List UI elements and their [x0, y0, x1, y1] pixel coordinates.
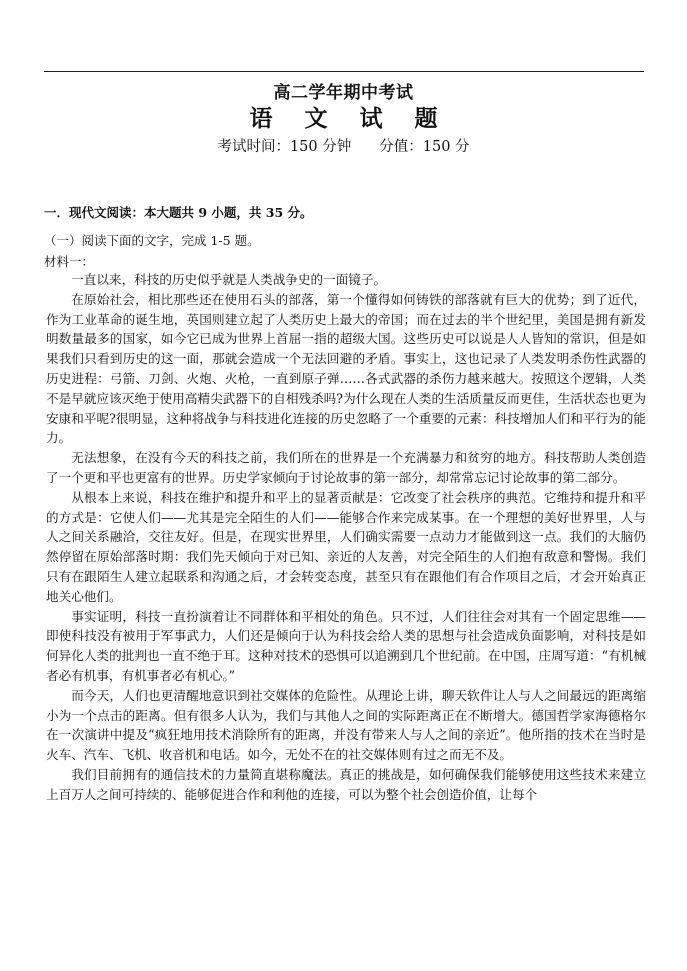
section-heading: 一．现代文阅读：本大题共 9 小题，共 35 分。 — [44, 205, 313, 220]
sub-instruction: （一）阅读下面的文字，完成 1-5 题。 — [44, 233, 260, 248]
paragraph: 而今天，人们也更清醒地意识到社交媒体的危险性。从理论上讲，聊天软件让人与人之间最远的距离缩小为一个点击的距离。但有很多人认为，我们与其他人之间的实际距离正在不断增大。德国哲学家海德格尔在一次演讲中提及“疯狂地用技术消除所有的距离，并没有带来人与人之间的亲近”。他所指的技术在当时是火车、汽车、飞机、收音机和电话。如今，无处不在的社交媒体则有过之而无不及。 — [46, 687, 646, 763]
header-rule — [44, 71, 644, 72]
passage-body — [46, 270, 646, 805]
paragraph: 事实证明，科技一直扮演着让不同群体和平相处的角色。只不过，人们往往会对其有一个固定思维——即使科技没有被用于军事武力，人们还是倾向于认为科技会给人类的思想与社会造成负面影响，对科技是如何异化人类的批判也一直不绝于耳。这种对技术的恐惧可以追溯到几个世纪前。在中国，庄周写道：“有机械者必有机事，有机事者必有机心。” — [46, 608, 646, 683]
exam-score: 分值：150 分 — [379, 139, 470, 155]
paragraph: 一直以来，科技的历史似乎就是人类战争史的一面镜子。 — [71, 272, 387, 287]
paragraph: 从根本上来说，科技在维护和提升和平上的显著贡献是：它改变了社会秩序的典范。它维持和提升和平的方式是：它使人们——尤其是完全陌生的人们——能够合作来完成某事。在一个理想的美好世界里，人与人之间关系融洽，交往友好。但是，在现实世界里，人们确实需要一点动力才能做到这一点。我们的大脑仍然停留在原始部落时期：我们先天倾向于对已知、亲近的人友善，对完全陌生的人们抱有敌意和警惕。我们只有在跟陌生人建立起联系和沟通之后，才会转变态度，甚至只有在跟他们有合作项目之后，才会开始真正地关心他们。 — [46, 489, 646, 604]
subject-title: 语 文 试 题 — [249, 105, 450, 132]
paragraph: 在原始社会，相比那些还在使用石头的部落，第一个懂得如何铸铁的部落就有巨大的优势；到了近代，作为工业革命的诞生地，英国则建立起了人类历史上最大的帝国；而在过去的半个世纪里，美国是拥有新发明数量最多的国家，如今它已成为世界上首屈一指的超级大国。这些历史可以说是人人皆知的常识，但是如果我们只看到历史的这一面，那就会造成一个无法回避的矛盾。事实上，这也记录了人类发明杀伤性武器的历史进程：弓箭、刀剑、火炮、火枪，一直到原子弹……各式武器的杀伤力越来越大。按照这个逻辑，人类不是早就应该灭绝于使用高精尖武器下的自相残杀吗?为什么现在人类的生活质量反而更佳，生活状态也更为安康和平呢?很明显，这种将战争与科技进化连接的历史忽略了一个重要的元素：科技增加人们和平行为的能力。 — [46, 291, 646, 446]
exam-meta — [0, 135, 687, 156]
exam-time: 考试时间：150 分钟 — [217, 139, 352, 155]
exam-title: 高二学年期中考试 — [273, 83, 414, 103]
paragraph: 无法想象，在没有今天的科技之前，我们所在的世界是一个充满暴力和贫穷的地方。科技帮助人类创造了一个更和平也更富有的世界。历史学家倾向于讨论故事的第一部分，却常常忘记讨论故事的第二部分。 — [46, 450, 646, 485]
material-label: 材料一： — [44, 254, 95, 269]
paragraph: 我们目前拥有的通信技术的力量简直堪称魔法。真正的挑战是，如何确保我们能够使用这些技术来建立上百万人之间可持续的、能够促进合作和利他的连接，可以为整个社会创造价值，让每个 — [46, 766, 646, 802]
